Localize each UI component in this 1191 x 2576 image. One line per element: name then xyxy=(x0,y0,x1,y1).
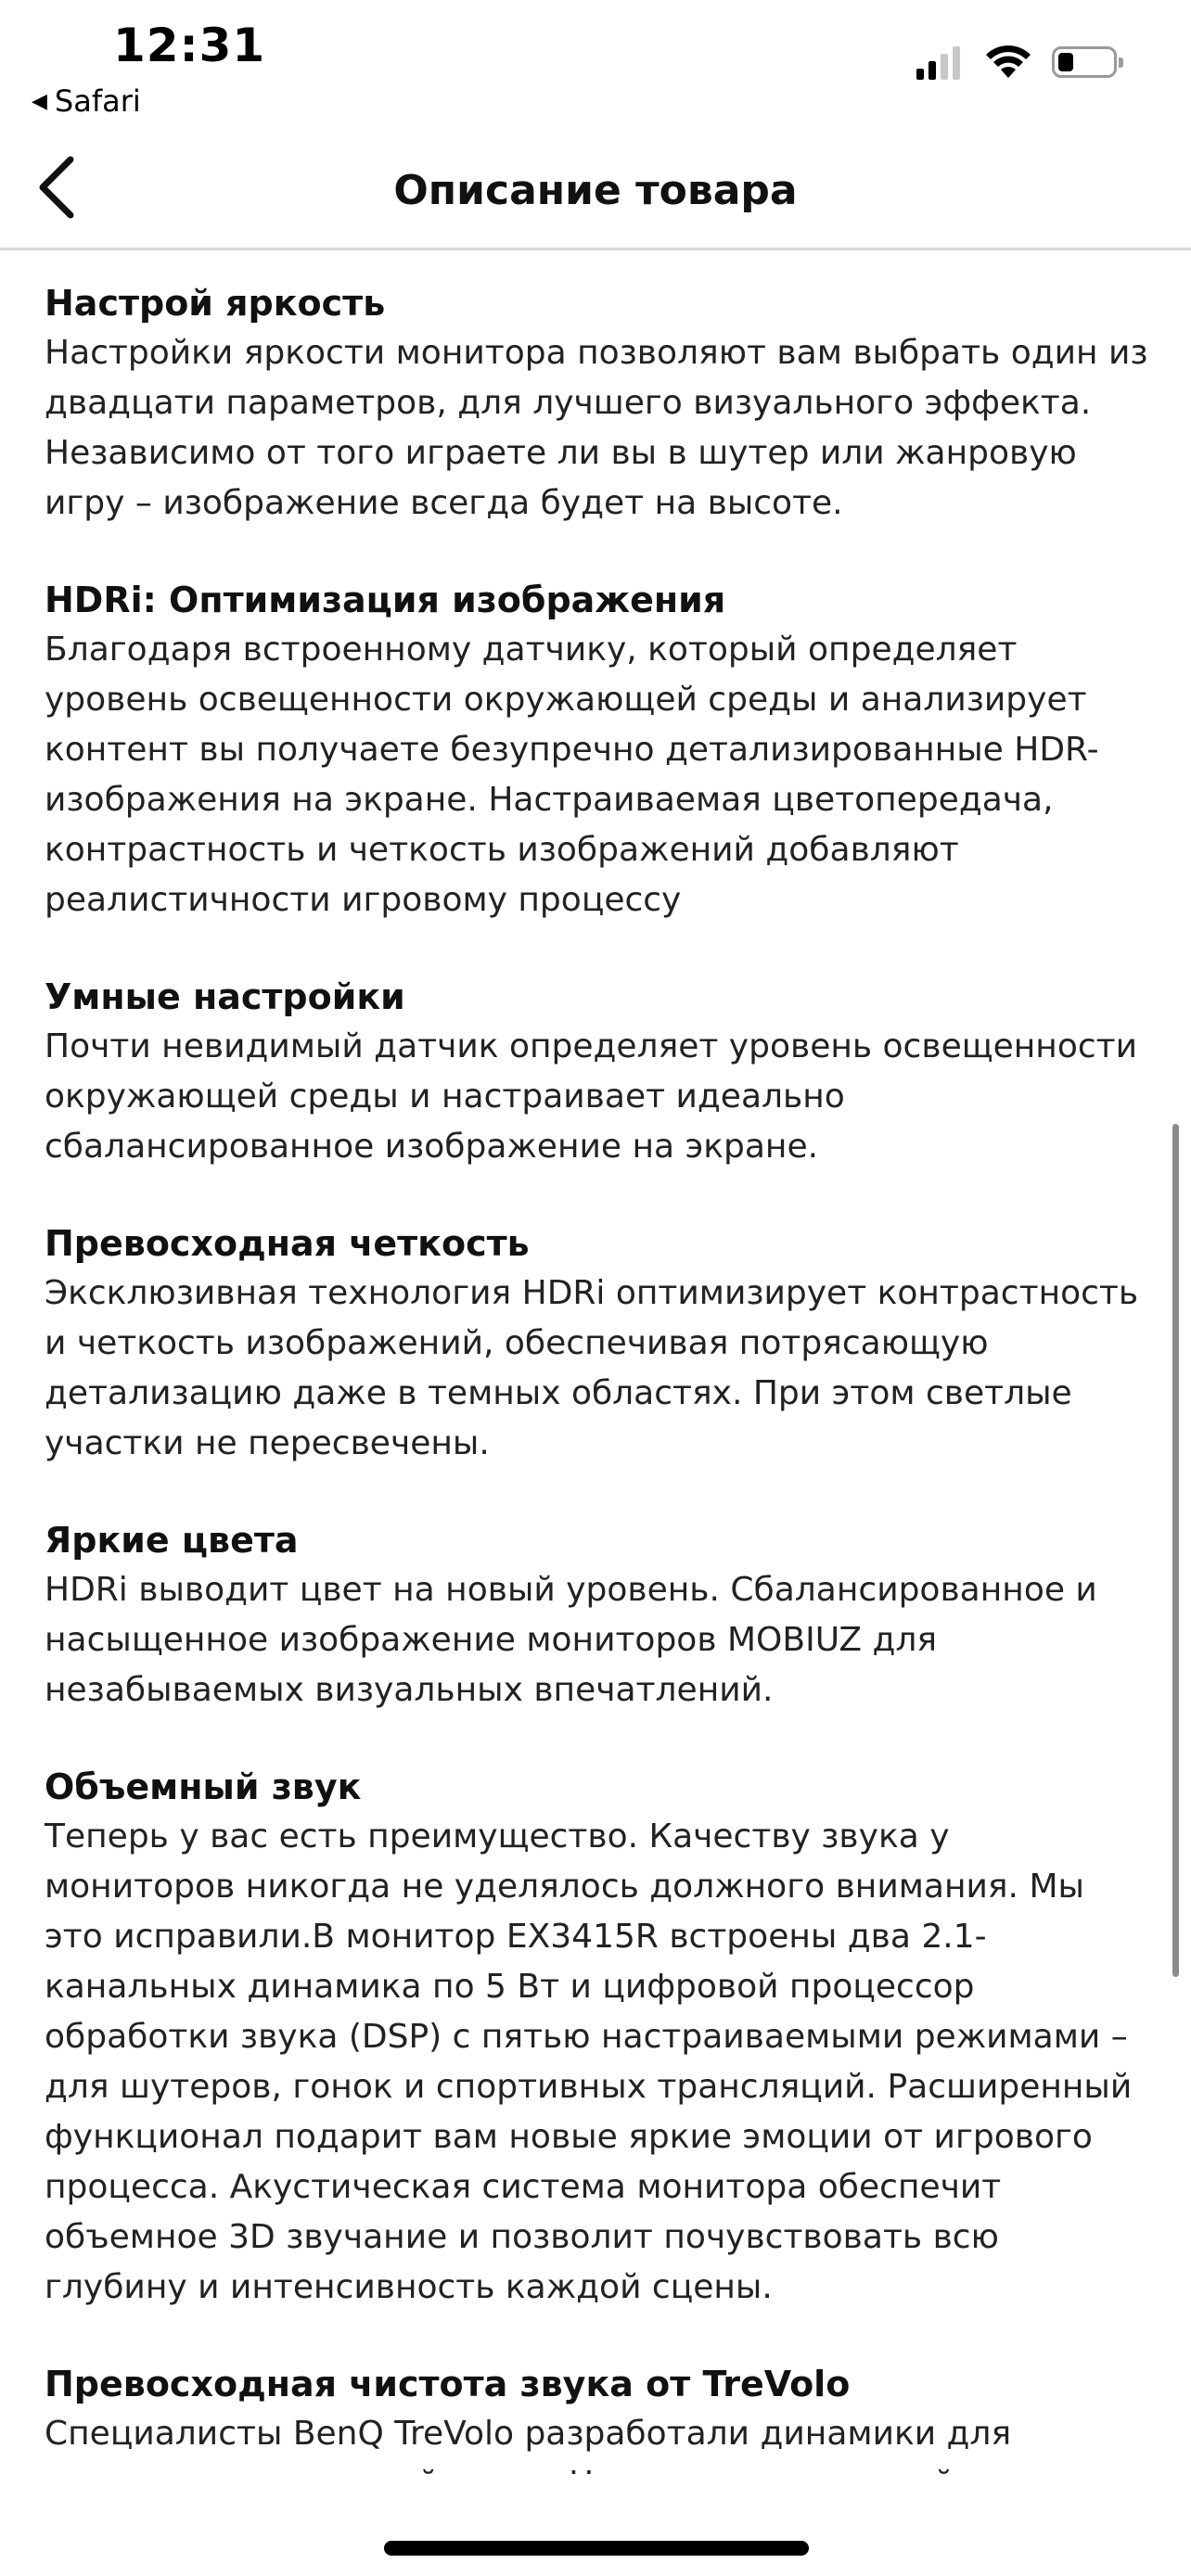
status-bar xyxy=(0,0,1191,130)
section-brightness xyxy=(45,278,1148,529)
product-description xyxy=(45,278,1148,2556)
status-time: 12:31 xyxy=(113,19,266,72)
cellular-signal-icon xyxy=(916,45,965,80)
wifi-icon xyxy=(985,45,1031,80)
section-body: HDRi выводит цвет на новый уровень. Сбалансированное и насыщенное изображение мониторов MOBIUZ для незабываемых визуальных впечатлений. xyxy=(45,1571,1097,1709)
triangle-left-icon: ◀ xyxy=(32,89,47,113)
bottom-safe-area xyxy=(0,2474,1191,2576)
section-title: Яркие цвета xyxy=(45,1520,299,1561)
section-title: HDRi: Оптимизация изображения xyxy=(45,580,726,620)
status-indicators xyxy=(916,45,1117,80)
section-body: Благодаря встроенному датчику, который определяет уровень освещенности окружающей среды и анализирует контент вы получаете безупречно детализированные HDR-изображения на экране. Настраиваемая цветопередача, контрастность и четкость изображений добавляют реалистичности игровому процессу xyxy=(45,631,1099,919)
section-clarity xyxy=(45,1218,1148,1469)
section-title: Умные настройки xyxy=(45,976,405,1017)
section-body: Настройки яркости монитора позволяют вам выбрать один из двадцати параметров, для лучшего визуального эффекта. Независимо от того играете ли вы в шутер или жанровую игру – изображение всегда будет на высоте. xyxy=(45,334,1148,522)
home-indicator[interactable] xyxy=(384,2541,809,2556)
section-body: Почти невидимый датчик определяет уровень освещенности окружающей среды и настраивает идеально сбалансированное изображение на экране. xyxy=(45,1027,1138,1166)
section-body: Специалисты BenQ TreVolo разработали динамики для xyxy=(45,2415,1012,2453)
section-title: Превосходная четкость xyxy=(45,1223,530,1264)
section-body: Теперь у вас есть преимущество. Качеству звука у мониторов никогда не уделялось должного внимания. Мы это исправили.В монитор EX3415R встроены два 2.1-канальных динамика по 5 Вт и цифровой процессор обработки звука (DSP) с пятью настраиваемыми режимами – для шутеров, гонок и спортивных трансляций. Расширенный функционал подарит вам новые яркие эмоции от игрового процесса. Акустическая система монитора обеспечит объемное 3D звучание и позволит почувствовать всю глубину и интенсивность каждой сцены. xyxy=(45,1817,1133,2306)
section-smart-settings xyxy=(45,972,1148,1172)
section-title: Превосходная чистота звука от TreVolo xyxy=(45,2364,851,2404)
section-title: Объемный звук xyxy=(45,1766,362,1807)
section-bright-colors xyxy=(45,1515,1148,1715)
nav-bar xyxy=(0,130,1191,250)
section-hdri xyxy=(45,575,1148,925)
section-surround-sound xyxy=(45,1762,1148,2313)
back-app-label: Safari xyxy=(54,83,141,119)
scrollbar[interactable] xyxy=(1172,1124,1179,1977)
section-title: Настрой яркость xyxy=(45,283,386,324)
battery-low-icon xyxy=(1052,46,1117,78)
page-title: Описание товара xyxy=(393,167,798,214)
section-body: Эксклюзивная технология HDRi оптимизирует контрастность и четкость изображений, обеспечивая потрясающую детализацию даже в темных областях. При этом светлые участки не пересвечены. xyxy=(45,1274,1139,1462)
back-to-safari-link[interactable] xyxy=(32,83,141,119)
